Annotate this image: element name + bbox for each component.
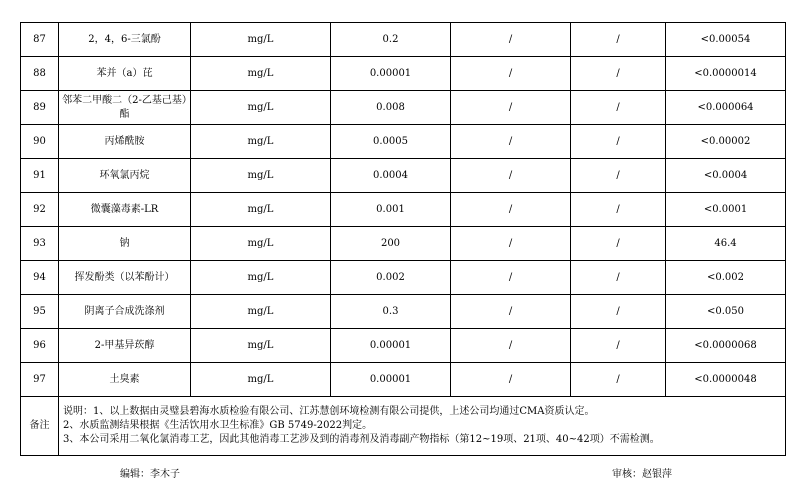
remark-line-1: 说明：1、以上数据由灵璧县碧海水质检验有限公司、江苏慧创环境检测有限公司提供，上述公司均通过CMA资质认定。 <box>63 406 595 417</box>
unit: mg/L <box>191 159 331 193</box>
remarks-row <box>21 397 786 456</box>
limit-value: 0.0004 <box>331 159 451 193</box>
result-value: <0.0000014 <box>666 57 786 91</box>
col-6-value: / <box>571 329 666 363</box>
limit-value: 0.008 <box>331 91 451 125</box>
editor-signature: 编辑：李木子 <box>120 469 180 480</box>
col-5-value: / <box>451 295 571 329</box>
table-row <box>21 261 786 295</box>
table-row <box>21 329 786 363</box>
indicator-name: 邻苯二甲酸二（2-乙基己基）酯 <box>59 91 191 125</box>
col-5-value: / <box>451 193 571 227</box>
result-value: <0.0000048 <box>666 363 786 397</box>
indicator-name: 2-甲基异莰醇 <box>59 329 191 363</box>
unit: mg/L <box>191 193 331 227</box>
unit: mg/L <box>191 125 331 159</box>
row-number: 87 <box>21 23 59 57</box>
indicator-name: 钠 <box>59 227 191 261</box>
row-number: 94 <box>21 261 59 295</box>
unit: mg/L <box>191 329 331 363</box>
col-5-value: / <box>451 125 571 159</box>
col-5-value: / <box>451 57 571 91</box>
col-6-value: / <box>571 125 666 159</box>
limit-value: 0.002 <box>331 261 451 295</box>
unit: mg/L <box>191 363 331 397</box>
water-quality-table <box>20 22 786 456</box>
limit-value: 0.001 <box>331 193 451 227</box>
limit-value: 0.0005 <box>331 125 451 159</box>
indicator-name: 环氧氯丙烷 <box>59 159 191 193</box>
col-6-value: / <box>571 23 666 57</box>
col-6-value: / <box>571 261 666 295</box>
col-6-value: / <box>571 193 666 227</box>
row-number: 93 <box>21 227 59 261</box>
limit-value: 0.2 <box>331 23 451 57</box>
indicator-name: 2，4，6-三氯酚 <box>59 23 191 57</box>
remarks-label: 备注 <box>21 397 59 456</box>
row-number: 92 <box>21 193 59 227</box>
result-value: 46.4 <box>666 227 786 261</box>
limit-value: 200 <box>331 227 451 261</box>
col-6-value: / <box>571 91 666 125</box>
limit-value: 0.3 <box>331 295 451 329</box>
table-row <box>21 227 786 261</box>
col-6-value: / <box>571 363 666 397</box>
row-number: 91 <box>21 159 59 193</box>
col-5-value: / <box>451 261 571 295</box>
unit: mg/L <box>191 295 331 329</box>
indicator-name: 阴离子合成洗涤剂 <box>59 295 191 329</box>
col-6-value: / <box>571 295 666 329</box>
col-5-value: / <box>451 159 571 193</box>
col-5-value: / <box>451 23 571 57</box>
unit: mg/L <box>191 261 331 295</box>
row-number: 90 <box>21 125 59 159</box>
unit: mg/L <box>191 23 331 57</box>
result-value: <0.0000068 <box>666 329 786 363</box>
indicator-name: 微囊藻毒素-LR <box>59 193 191 227</box>
reviewer-signature: 审核：赵银萍 <box>612 469 672 480</box>
row-number: 88 <box>21 57 59 91</box>
col-5-value: / <box>451 363 571 397</box>
limit-value: 0.00001 <box>331 329 451 363</box>
unit: mg/L <box>191 57 331 91</box>
remark-line-2: 2、水质监测结果根据《生活饮用水卫生标准》GB 5749-2022判定。 <box>63 420 373 431</box>
table-row <box>21 125 786 159</box>
indicator-name: 丙烯酰胺 <box>59 125 191 159</box>
result-value: <0.00002 <box>666 125 786 159</box>
result-value: <0.0004 <box>666 159 786 193</box>
col-5-value: / <box>451 91 571 125</box>
result-value: <0.000064 <box>666 91 786 125</box>
table-row <box>21 193 786 227</box>
table-row <box>21 91 786 125</box>
remarks-text <box>59 397 786 456</box>
col-6-value: / <box>571 227 666 261</box>
indicator-name: 土臭素 <box>59 363 191 397</box>
col-5-value: / <box>451 227 571 261</box>
table-row <box>21 363 786 397</box>
unit: mg/L <box>191 227 331 261</box>
table-row <box>21 23 786 57</box>
indicator-name: 挥发酚类（以苯酚计） <box>59 261 191 295</box>
col-5-value: / <box>451 329 571 363</box>
result-value: <0.002 <box>666 261 786 295</box>
row-number: 96 <box>21 329 59 363</box>
row-number: 89 <box>21 91 59 125</box>
indicator-name: 苯并（a）芘 <box>59 57 191 91</box>
result-value: <0.00054 <box>666 23 786 57</box>
col-6-value: / <box>571 159 666 193</box>
col-6-value: / <box>571 57 666 91</box>
row-number: 95 <box>21 295 59 329</box>
table-row <box>21 159 786 193</box>
result-value: <0.050 <box>666 295 786 329</box>
result-value: <0.0001 <box>666 193 786 227</box>
limit-value: 0.00001 <box>331 57 451 91</box>
table-row <box>21 295 786 329</box>
unit: mg/L <box>191 91 331 125</box>
limit-value: 0.00001 <box>331 363 451 397</box>
row-number: 97 <box>21 363 59 397</box>
table-row <box>21 57 786 91</box>
remark-line-3: 3、本公司采用二氧化氯消毒工艺，因此其他消毒工艺涉及到的消毒剂及消毒副产物指标（第12~19项、21项、40~42项）不需检测。 <box>63 434 660 445</box>
